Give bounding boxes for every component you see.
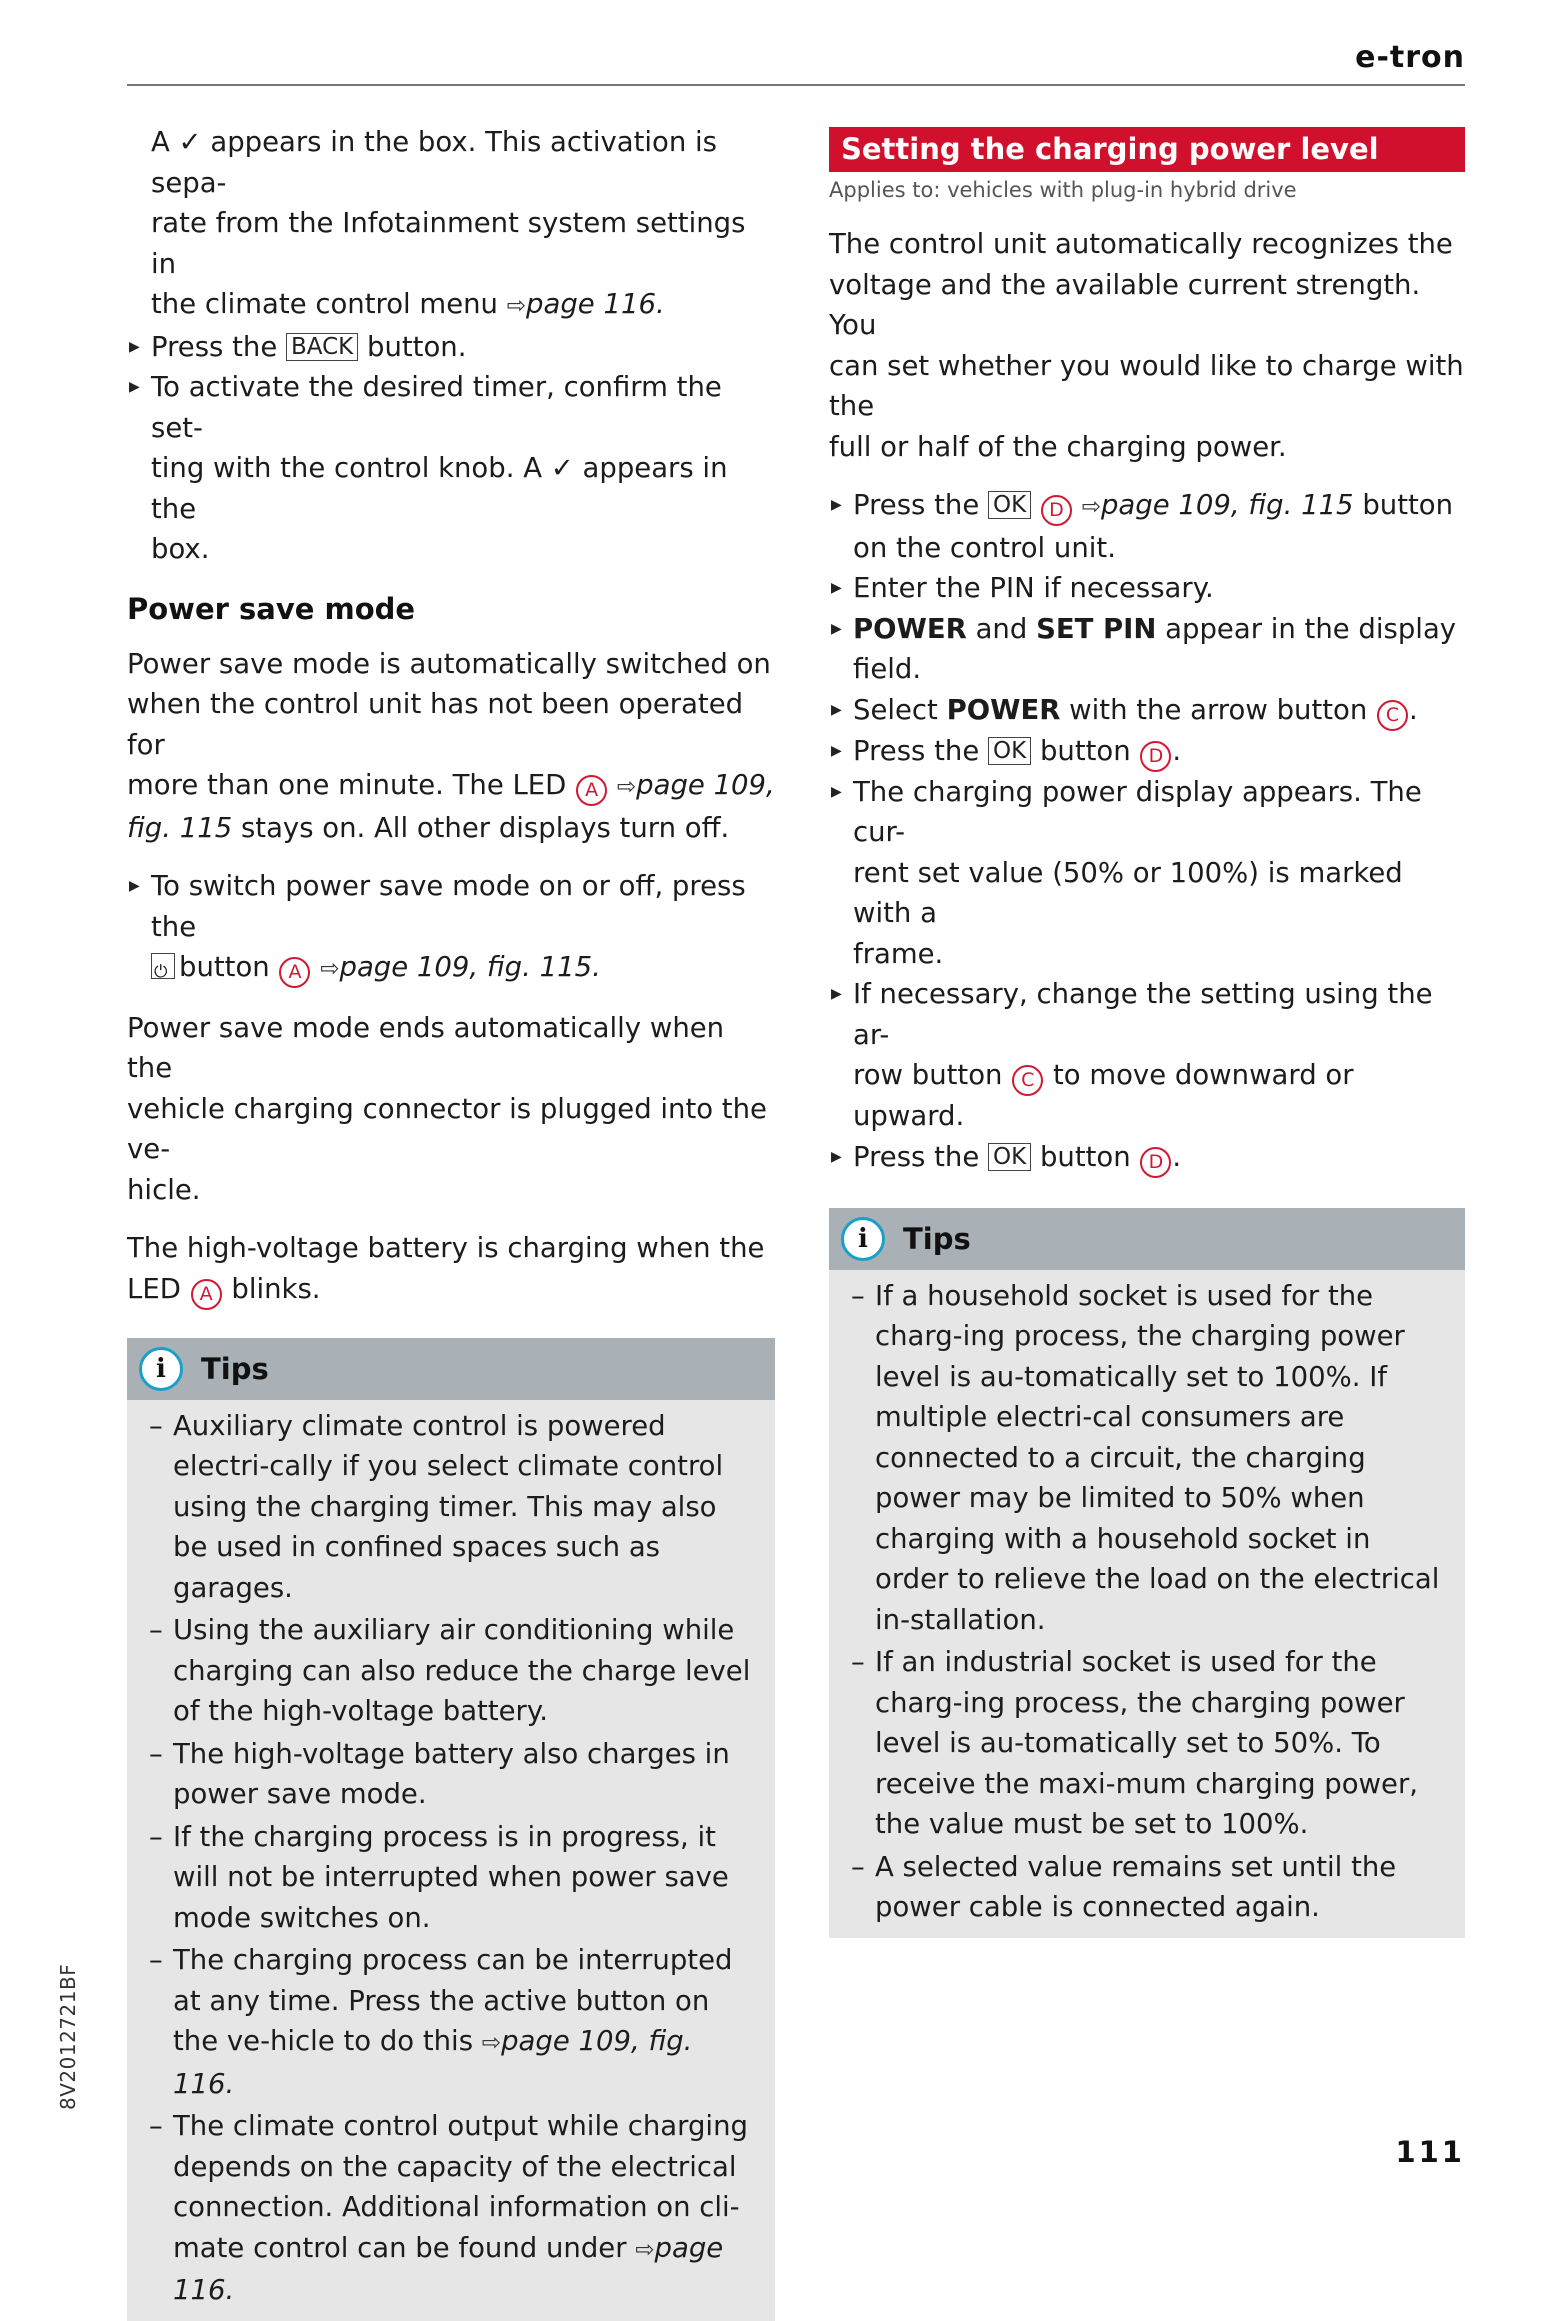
- power-button-icon: [151, 953, 175, 979]
- power-save-paragraph: [127, 644, 775, 849]
- para-line: Power save mode is automatically switched on: [127, 647, 771, 680]
- bullet-text: row button: [853, 1059, 1003, 1091]
- tip-item: [149, 1940, 757, 2104]
- tips-list: [829, 1270, 1465, 1938]
- tips-list: [127, 1400, 775, 2321]
- tip-text: The climate control output while charging depends on the capacity of the electrical connection. Additional information on cli-mate control can be found under: [173, 2110, 748, 2264]
- intro-text: the climate control menu: [151, 288, 498, 320]
- tip-item: [149, 2106, 757, 2311]
- intro-line: rate from the Infotainment system settings in: [151, 207, 746, 280]
- step-press-ok: [829, 485, 1465, 568]
- page-ref-link[interactable]: page 109, fig. 116.: [173, 2025, 693, 2100]
- info-icon: i: [841, 1217, 885, 1261]
- bullet-text: frame.: [853, 937, 944, 970]
- tip-item: – If the charging process is in progress, it will not be interrupted when power save mode switches on.: [149, 1817, 757, 1939]
- step-press-ok-3: ▶ Press the OK button D .: [829, 1137, 1465, 1178]
- info-icon: i: [139, 1347, 183, 1391]
- bullet-text: button: [179, 951, 270, 983]
- bullet-text: To activate the desired timer, confirm the set-: [151, 371, 722, 444]
- page-ref-arrow-icon: ⇨: [320, 956, 340, 982]
- step-press-ok-2: ▶ Press the OK button D .: [829, 731, 1465, 772]
- tips-title: Tips: [903, 1221, 971, 1256]
- step-display-appears: [829, 772, 1465, 975]
- bullet-text: with the arrow button: [1069, 693, 1368, 726]
- ok-key: OK: [988, 1143, 1031, 1171]
- left-column: [127, 122, 775, 2321]
- bullet-text: Press the: [853, 1140, 980, 1173]
- right-column: [829, 122, 1465, 1938]
- bullet-text: The charging power display appears. The cur-: [853, 775, 1422, 848]
- tips-title: Tips: [201, 1351, 269, 1386]
- para-line: The high-voltage battery is charging when the: [127, 1232, 765, 1264]
- intro-paragraph: [127, 122, 775, 327]
- tip-item: – A selected value remains set until the power cable is connected again.: [851, 1847, 1447, 1928]
- bullet-text: button.: [367, 330, 467, 363]
- timer-bullets: [127, 327, 775, 570]
- bullet-power-button: [127, 866, 775, 990]
- page-ref-arrow-icon: ⇨: [481, 2030, 502, 2056]
- para-line: [127, 1269, 775, 1310]
- callout-d-icon: D: [1041, 495, 1072, 526]
- page-ref-link[interactable]: page 109, fig. 115.: [339, 951, 601, 983]
- bullet-text: Press the: [151, 330, 278, 363]
- bullet-text: Select: [853, 693, 938, 726]
- para-text: LED: [127, 1272, 181, 1305]
- bullet-text: on the control unit.: [853, 531, 1116, 564]
- tip-item: – Auxiliary climate control is powered electri-cally if you select climate control using the charging timer. This may also be used in confined spaces such as garages.: [149, 1406, 757, 1609]
- tip-item: – If an industrial socket is used for the charg-ing process, the charging power level is au-tomatically set to 50%. To receive the maxi-mum charging power, the value must be set to 100%.: [851, 1642, 1447, 1845]
- tips-box-left: [127, 1338, 775, 2321]
- tip-item: – The high-voltage battery also charges in power save mode.: [149, 1734, 757, 1815]
- bullet-text: button: [1039, 734, 1131, 767]
- page-ref-link[interactable]: page 116.: [173, 2231, 724, 2306]
- callout-c-icon: C: [1012, 1065, 1043, 1096]
- display-term: POWER: [853, 612, 967, 645]
- page-ref-arrow-icon: ⇨: [506, 293, 527, 319]
- charging-steps: [829, 485, 1465, 1178]
- bullet-activate-timer: [127, 367, 775, 570]
- step-select-power: ▶ Select POWER with the arrow button C .: [829, 690, 1465, 731]
- callout-d-icon: D: [1140, 1147, 1171, 1178]
- step-power-setpin: [829, 609, 1465, 690]
- bullet-text: If necessary, change the setting using the ar-: [853, 978, 1433, 1051]
- para-line: full or half of the charging power.: [829, 430, 1287, 463]
- para-text: more than one minute. The LED: [127, 769, 567, 801]
- tips-header: [829, 1208, 1465, 1270]
- document-code: 8V2012721BF: [56, 1963, 80, 2110]
- tips-box-right: [829, 1208, 1465, 1938]
- bullet-text: box.: [151, 533, 210, 565]
- page-ref-link[interactable]: page 109,: [636, 769, 775, 801]
- intro-line: [127, 284, 775, 327]
- bullet-text: rent set value (50% or 100%) is marked with a: [853, 856, 1403, 929]
- display-term: SET PIN: [1036, 612, 1157, 645]
- back-key: BACK: [286, 333, 358, 361]
- bullet-text: button: [1362, 489, 1454, 521]
- page-ref-link[interactable]: page 109, fig. 115: [1100, 489, 1354, 521]
- bullet-text: ting with the control knob. A ✓ appears in the: [151, 452, 728, 525]
- ok-key: OK: [988, 491, 1031, 519]
- tip-item: – Using the auxiliary air conditioning while charging can also reduce the charge level of the high-voltage battery.: [149, 1610, 757, 1732]
- bullet-press-back: [127, 327, 775, 368]
- bullet-text: button: [1039, 1140, 1131, 1173]
- callout-c-icon: C: [1377, 700, 1408, 731]
- page-header-title: e-tron: [1355, 40, 1465, 75]
- tip-text: The charging process can be interrupted at any time. Press the active button on the ve-hicle to do this: [173, 1944, 733, 2057]
- bullet-text: Press the: [853, 734, 980, 767]
- page-ref-arrow-icon: ⇨: [616, 774, 637, 800]
- para-line: [127, 808, 775, 849]
- display-term: POWER: [946, 693, 1061, 726]
- para-line: Power save mode ends automatically when the: [127, 1011, 725, 1084]
- bullet-text: and: [975, 612, 1028, 645]
- header-rule: [127, 84, 1465, 86]
- page-number: 111: [1395, 2135, 1465, 2169]
- callout-a-icon: A: [279, 957, 310, 988]
- para-text: blinks.: [231, 1272, 321, 1305]
- power-save-heading: Power save mode: [127, 591, 416, 626]
- tips-header: [127, 1338, 775, 1400]
- bullet-text: to move downward or upward.: [853, 1059, 1354, 1132]
- callout-a-icon: A: [191, 1279, 222, 1310]
- figure-ref-link[interactable]: fig. 115: [127, 811, 233, 844]
- callout-d-icon: D: [1140, 741, 1171, 772]
- power-save-bullets: [127, 866, 775, 990]
- power-save-end-paragraph: [127, 1008, 775, 1211]
- led-blink-paragraph: [127, 1228, 775, 1310]
- bullet-text: Press the: [853, 489, 980, 521]
- bullet-text: To switch power save mode on or off, press the: [151, 870, 746, 943]
- bullet-text: appear in the display: [1165, 612, 1457, 645]
- intro-line: A ✓ appears in the box. This activation is sepa-: [151, 126, 717, 199]
- applies-to-note: Applies to: vehicles with plug-in hybrid drive: [829, 178, 1297, 202]
- para-text: stays on. All other displays turn off.: [240, 811, 730, 844]
- para-line: vehicle charging connector is plugged into the ve-: [127, 1092, 767, 1165]
- page-ref-arrow-icon: ⇨: [1081, 494, 1101, 520]
- step-change-setting: [829, 974, 1465, 1137]
- page-ref-arrow-icon: ⇨: [635, 2236, 655, 2263]
- para-line: [127, 765, 775, 808]
- ok-key: OK: [988, 737, 1031, 765]
- para-line: hicle.: [127, 1173, 201, 1206]
- para-line: can set whether you would like to charge with the: [829, 349, 1464, 422]
- page-ref-link[interactable]: page 116.: [526, 288, 665, 320]
- bullet-text: field.: [853, 653, 922, 685]
- para-line: voltage and the available current strength. You: [829, 268, 1421, 341]
- charging-intro-paragraph: [829, 224, 1465, 467]
- section-title: Setting the charging power level: [829, 127, 1465, 172]
- para-line: The control unit automatically recognizes the: [829, 228, 1453, 260]
- tip-item: – If a household socket is used for the charg-ing process, the charging power level is au-tomatically set to 100%. If multiple electri-cal consumers are connected to a circuit, the charging power may be limited to 50% when charging with a household socket in order to relieve the load on the electrical in-stallation.: [851, 1276, 1447, 1641]
- callout-a-icon: A: [576, 775, 607, 806]
- para-line: when the control unit has not been operated for: [127, 688, 744, 761]
- step-enter-pin: ▶ Enter the PIN if necessary.: [829, 568, 1465, 609]
